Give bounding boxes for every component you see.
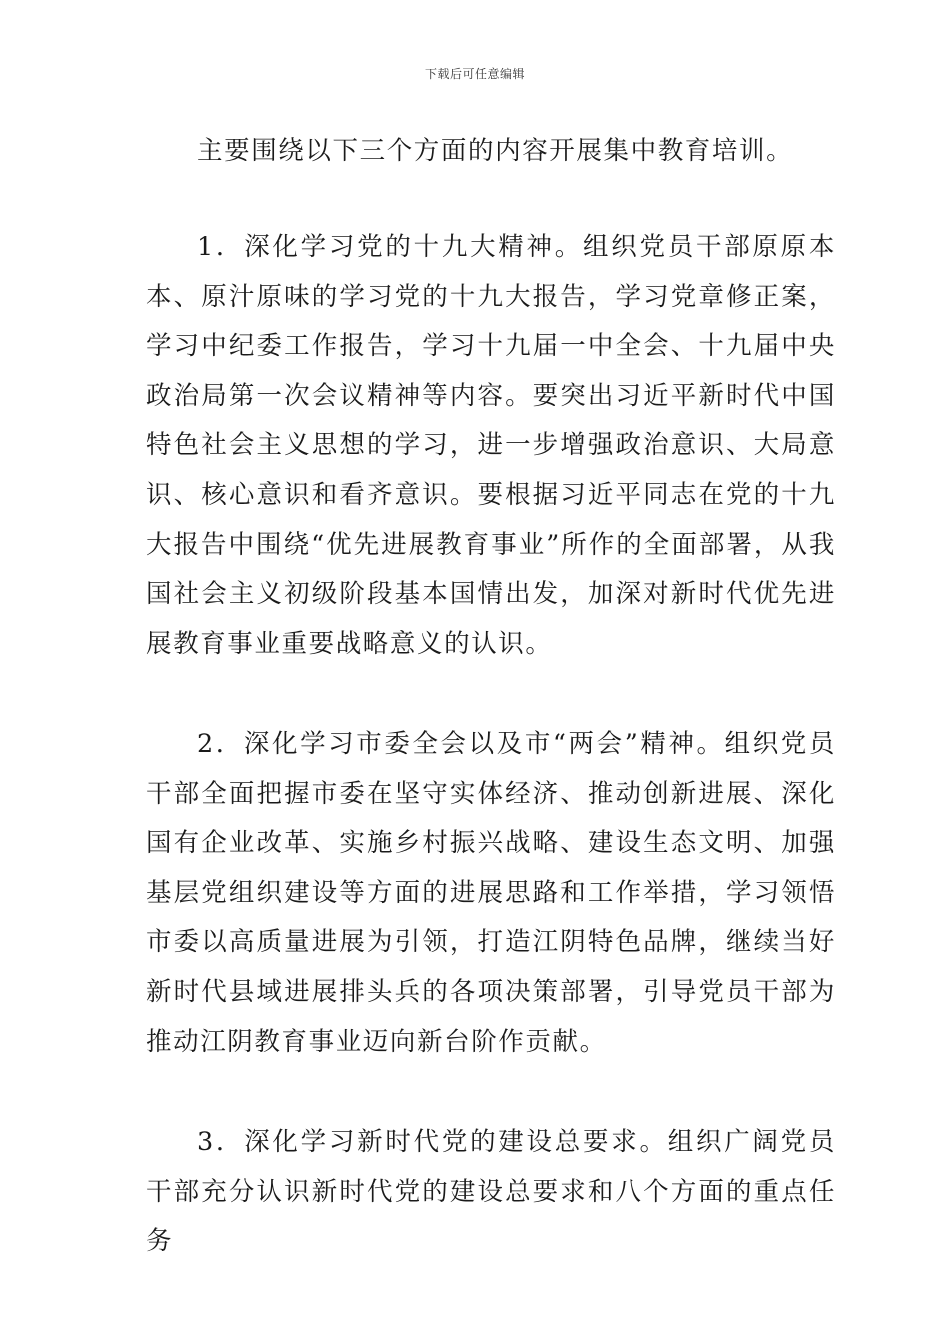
paragraph-item-3: 3．深化学习新时代党的建设总要求。组织广阔党员干部充分认识新时代党的建设总要求和八个方面的重点任务 [146,1127,836,1257]
paragraph-item-1: 1．深化学习党的十九大精神。组织党员干部原原本本、原汁原味的学习党的十九大报告，学习党章修正案，学习中纪委工作报告，学习十九届一中全会、十九届中央政治局第一次会议精神等内容。要突出习近平新时代中国特色社会主义思想的学习，进一步增强政治意识、大局意识、核心意识和看齐意识。要根据习近平同志在党的十九大报告中围绕“优先进展教育事业”所作的全面部署，从我国社会主义初级阶段基本国情出发，加深对新时代优先进展教育事业重要战略意义的认识。 [146,232,836,659]
paragraph-item-2: 2．深化学习市委全会以及市“两会”精神。组织党员干部全面把握市委在坚守实体经济、推动创新进展、深化国有企业改革、实施乡村振兴战略、建设生态文明、加强基层党组织建设等方面的进展思路和工作举措，学习领悟市委以高质量进展为引领，打造江阴特色品牌，继续当好新时代县域进展排头兵的各项决策部署，引导党员干部为推动江阴教育事业迈向新台阶作贡献。 [146,729,836,1057]
header-note: 下载后可任意编辑 [424,67,525,81]
paragraph-intro: 主要围绕以下三个方面的内容开展集中教育培训。 [197,136,794,166]
document-body [146,0,836,1344]
